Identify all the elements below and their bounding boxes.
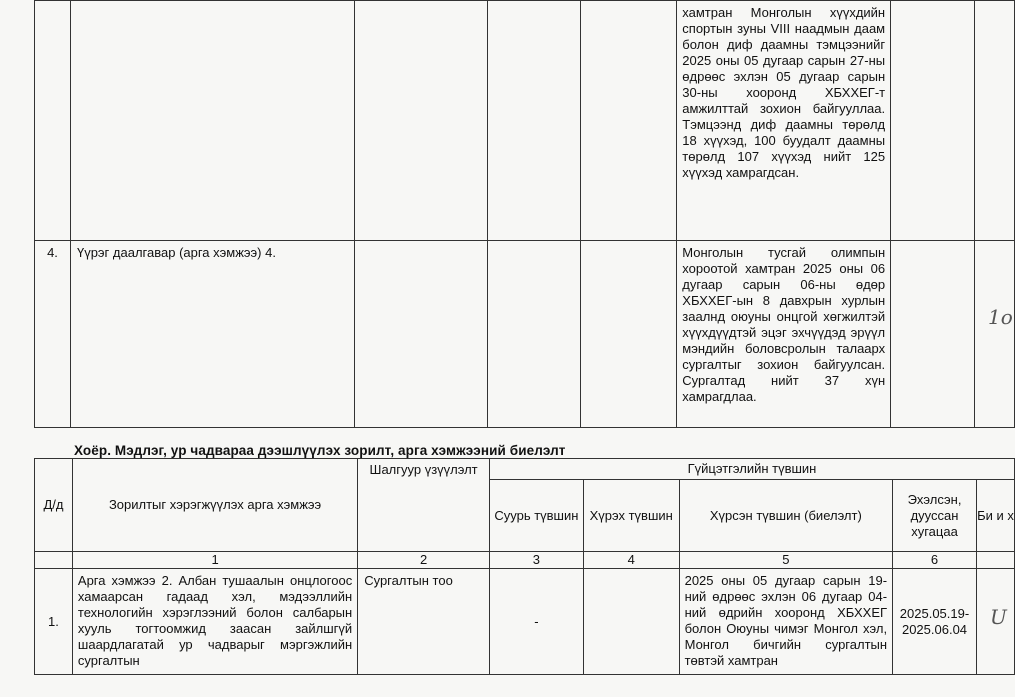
measure-text: Арга хэмжээ 2. Албан тушаалын онцлогоос хамаарсан гадаад хэл, мэдээллийн технологийн хэрэглээний болон салбарын хууль тогтоомжид заасан зайлшгүй шаардлагатай ур чадварыг мэргэжлийн сургалтын xyxy=(72,569,357,675)
header-level-group: Гүйцэтгэлийн түвшин xyxy=(489,459,1014,480)
table-row xyxy=(35,1,1015,241)
period-text: 2025.05.19-2025.06.04 xyxy=(893,569,977,675)
target-level xyxy=(583,569,679,675)
cell-target xyxy=(581,1,677,241)
cell-period xyxy=(891,1,975,241)
upper-report-table xyxy=(34,0,1015,428)
header-row xyxy=(35,459,1015,480)
header-period: Эхэлсэн, дууссан хугацаа xyxy=(893,480,977,552)
table-row xyxy=(35,241,1015,428)
row-number: 1. xyxy=(35,569,73,675)
base-level: - xyxy=(489,569,583,675)
row-number: 4. xyxy=(35,241,71,428)
column-number: 1 xyxy=(72,552,357,569)
task-name: Үүрэг даалгавар (арга хэмжээ) 4. xyxy=(70,241,354,428)
cell-base xyxy=(487,241,581,428)
signature-mark: U xyxy=(990,605,1007,629)
cell-base xyxy=(487,1,581,241)
header-base: Суурь түвшин xyxy=(489,480,583,552)
achieved-text: 2025 оны 05 дугаар сарын 19-ний өдрөөс эхлэн 06 дугаар 04-ний өдрийн хооронд ХБХХЕГ болон Оюуны чимэг Монгол хэл, Монгол бичгийн сургалтын төвтэй хамтран xyxy=(679,569,892,675)
skills-report-table xyxy=(34,458,1015,675)
header-extra: Би и х xyxy=(976,480,1014,552)
task-result: Монголын тусгай олимпын хороотой хамтран 2025 оны 06 дугаар сарын 06-ны өдөр ХБХХЕГ-ын 8 давхрын хурлын заалнд оюуны онцгой хөгжилтэй хүүхдүүдтэй эцэг эхчүүдэд эрүүл мэндийн боловсролын талаарх сургалтыг зохион байгуулсан. Сургалтад нийт 37 хүн хамрагдлаа. xyxy=(677,241,891,428)
column-number: 2 xyxy=(358,552,490,569)
column-number xyxy=(976,552,1014,569)
cell-result-continuation: хамтран Монголын хүүхдийн спортын зуны VIII наадмын даам болон диф даамны тэмцээнийг 2025 оны 05 дугаар сарын 27-ны өдрөөс эхлэн 05 дугаар сарын 30-ны хооронд ХБХХЕГ-т амжилттай зохион байгууллаа. Тэмцээнд диф даамны төрөлд 18 хүүхэд, 100 буудалт даамны төрөлд 107 хүүхэд нийт 125 хүүхэд хамрагдсан. xyxy=(677,1,891,241)
cell-target xyxy=(581,241,677,428)
header-dd: Д/д xyxy=(35,459,73,552)
cell-extra xyxy=(975,1,1015,241)
column-number xyxy=(35,552,73,569)
column-number: 3 xyxy=(489,552,583,569)
cell-period xyxy=(891,241,975,428)
cell-indicator xyxy=(354,241,487,428)
header-target: Хүрэх түвшин xyxy=(583,480,679,552)
signature-mark: 1o xyxy=(988,305,1013,329)
header-measure: Зорилтыг хэрэгжүүлэх арга хэмжээ xyxy=(72,459,357,552)
cell-indicator xyxy=(354,1,487,241)
column-number: 6 xyxy=(893,552,977,569)
column-number: 5 xyxy=(679,552,892,569)
column-number: 4 xyxy=(583,552,679,569)
cell-task xyxy=(70,1,354,241)
cell-extra xyxy=(975,241,1015,428)
cell-number xyxy=(35,1,71,241)
table-row xyxy=(35,569,1015,675)
header-indicator: Шалгуур үзүүлэлт xyxy=(358,459,490,552)
section-title: Хоёр. Мэдлэг, ур чадвараа дээшлүүлэх зорилт, арга хэмжээний биелэлт xyxy=(74,443,566,458)
column-number-row xyxy=(35,552,1015,569)
indicator-text: Сургалтын тоо xyxy=(358,569,490,675)
header-achieved: Хүрсэн түвшин (биелэлт) xyxy=(679,480,892,552)
